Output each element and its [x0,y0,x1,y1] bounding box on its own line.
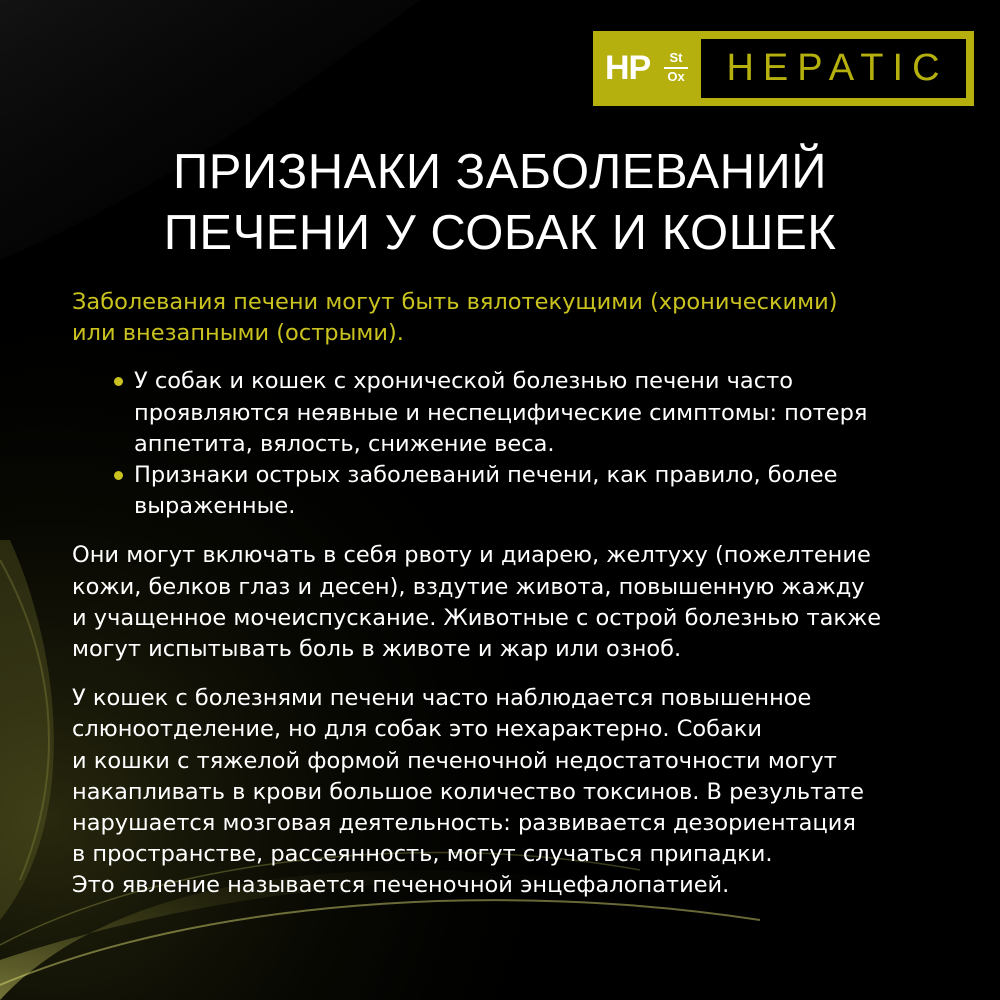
page-title [0,142,1000,264]
bullet-line: проявляются неявные и неспецифические симптомы: потеря [134,399,868,426]
stox-logo-ox: Ox [667,69,685,84]
acute-symptoms-paragraph [72,540,952,665]
stox-logo-mark [662,48,690,88]
bullet-line: Признаки острых заболеваний печени, как правило, более [134,462,838,489]
hp-logo-text: HP [605,49,651,87]
bullet-dot-icon [114,377,123,386]
intro-line: или внезапными (острыми). [72,320,404,347]
paragraph-line: и кошки с тяжелой формой печеночной недостаточности могут [72,747,837,774]
hepatic-logo-badge [593,31,974,106]
bullet-line: У собак и кошек с хронической болезнью печени часто [134,368,793,395]
stox-logo-st: St [669,50,683,65]
encephalopathy-paragraph [72,683,952,901]
intro-line: Заболевания печени могут быть вялотекущими (хроническими) [72,289,838,315]
bullet-line: выраженные. [134,493,296,520]
paragraph-line: могут испытывать боль в животе и жар или озноб. [72,636,682,663]
intro-paragraph [72,287,952,349]
paragraph-line: накапливать в крови большое количество токсинов. В результате [72,778,865,805]
paragraph-line: У кошек с болезнями печени часто наблюдается повышенное [72,685,812,712]
page-title-line-1: ПРИЗНАКИ ЗАБОЛЕВАНИЙ [172,145,827,199]
article-body [72,287,952,902]
symptom-bullet-list [72,366,952,522]
page-title-line-2: ПЕЧЕНИ У СОБАК И КОШЕК [163,206,837,260]
paragraph-line: в пространстве, рассеянность, могут случаться припадки. [72,841,773,868]
bullet-dot-icon [114,471,123,480]
paragraph-line: кожи, белков глаз и десен), вздутие живота, повышенную жажду [72,573,865,600]
bullet-item-acute [72,460,952,522]
paragraph-line: Это явление называется печеночной энцефалопатией. [72,872,730,899]
bullet-item-chronic [72,366,952,460]
paragraph-line: нарушается мозговая деятельность: развивается дезориентация [72,810,856,837]
hepatic-logo-name: HEPATIC [701,39,966,98]
paragraph-line: слюноотделение, но для собак это нехарактерно. Собаки [72,716,762,743]
paragraph-line: и учащенное мочеиспускание. Животные с острой болезнью также [72,604,882,631]
bullet-line: аппетита, вялость, снижение веса. [134,430,555,457]
paragraph-line: Они могут включать в себя рвоту и диарею, желтуху (пожелтение [72,542,871,569]
